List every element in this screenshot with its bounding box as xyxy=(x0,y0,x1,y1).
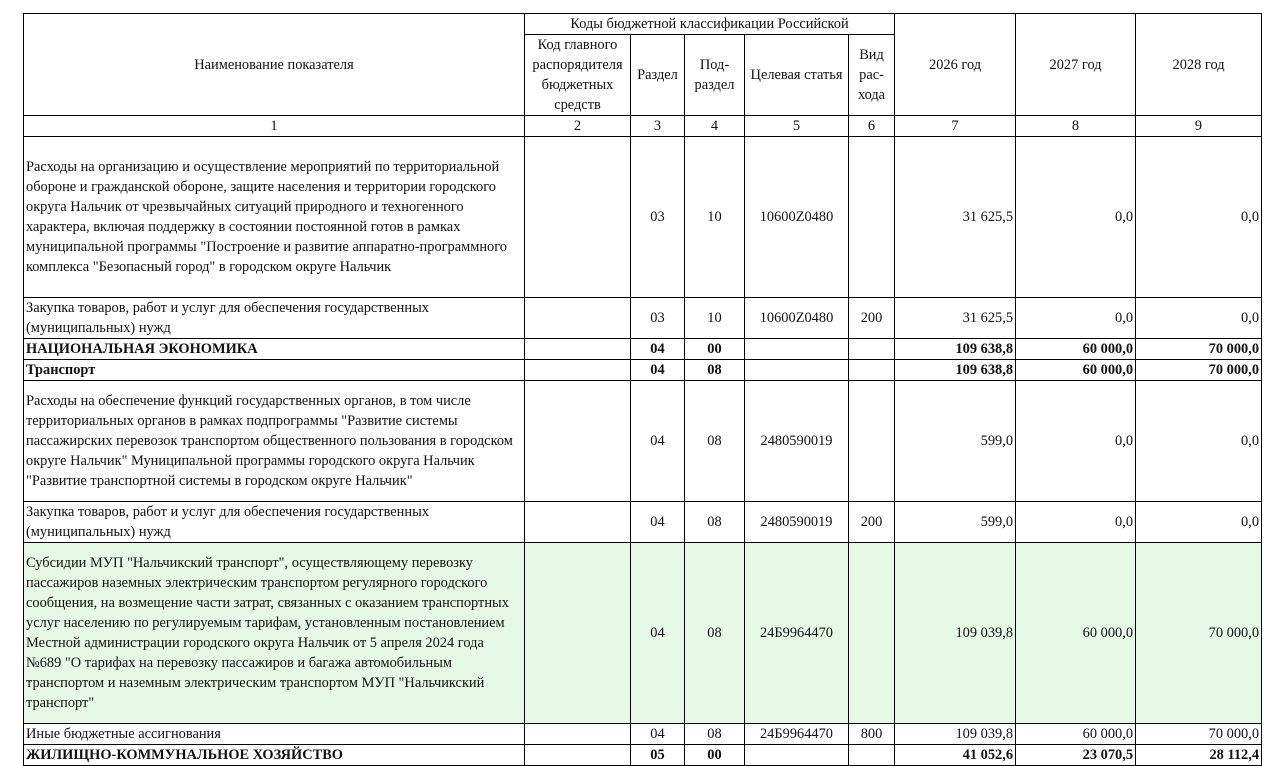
col-number: 1 xyxy=(24,116,525,137)
row-grbs xyxy=(525,745,631,766)
row-name: Расходы на организацию и осуществление мероприятий по территориальной обороне и гражданской обороне, защите населения и территории городского округа Нальчик от чрезвычайных ситуаций природного и техногенного характера, включая поддержку в состоянии постоянной готов в рамках муниципальной программы "Построение и развитие аппаратно-программного комплекса "Безопасный город" в городском округе Нальчик xyxy=(24,137,525,298)
row-name: Закупка товаров, работ и услуг для обеспечения государственных (муниципальных) нужд xyxy=(24,502,525,543)
row-podrazdel: 08 xyxy=(685,724,745,745)
row-razdel: 04 xyxy=(631,543,685,724)
row-podrazdel: 10 xyxy=(685,137,745,298)
header-expense-type: Вид рас-хода xyxy=(849,35,895,116)
row-expense-type: 800 xyxy=(849,724,895,745)
row-2028: 0,0 xyxy=(1136,502,1262,543)
row-expense-type xyxy=(849,745,895,766)
header-podrazdel: Под-раздел xyxy=(685,35,745,116)
row-2026: 109 638,8 xyxy=(895,339,1016,360)
table-row xyxy=(24,724,1262,745)
row-grbs xyxy=(525,381,631,502)
row-2028: 0,0 xyxy=(1136,298,1262,339)
row-razdel: 04 xyxy=(631,724,685,745)
row-name: НАЦИОНАЛЬНАЯ ЭКОНОМИКА xyxy=(24,339,525,360)
row-name: Закупка товаров, работ и услуг для обеспечения государственных (муниципальных) нужд xyxy=(24,298,525,339)
budget-table xyxy=(23,13,1262,766)
row-target-article: 24Б9964470 xyxy=(745,724,849,745)
row-podrazdel: 10 xyxy=(685,298,745,339)
row-2028: 70 000,0 xyxy=(1136,339,1262,360)
row-target-article xyxy=(745,339,849,360)
row-target-article xyxy=(745,745,849,766)
row-2026: 599,0 xyxy=(895,381,1016,502)
row-2028: 0,0 xyxy=(1136,381,1262,502)
row-target-article: 10600Z0480 xyxy=(745,298,849,339)
row-podrazdel: 08 xyxy=(685,502,745,543)
col-number: 9 xyxy=(1136,116,1262,137)
header-target-article: Целевая статья xyxy=(745,35,849,116)
row-name: Иные бюджетные ассигнования xyxy=(24,724,525,745)
row-name: Расходы на обеспечение функций государственных органов, в том числе территориальных органов в рамках подпрограммы "Развитие системы пассажирских перевозок транспортом общественного пользования в городском округе Нальчик" Муниципальной программы городского округа Нальчик "Развитие транспортной системы в городском округе Нальчик" xyxy=(24,381,525,502)
col-number: 6 xyxy=(849,116,895,137)
row-2026: 599,0 xyxy=(895,502,1016,543)
row-podrazdel: 00 xyxy=(685,339,745,360)
row-2027: 0,0 xyxy=(1016,381,1136,502)
row-razdel: 03 xyxy=(631,298,685,339)
row-2027: 0,0 xyxy=(1016,298,1136,339)
row-name: Транспорт xyxy=(24,360,525,381)
header-grbs: Код главного распорядителя бюджетных средств xyxy=(525,35,631,116)
row-name: Субсидии МУП "Нальчикский транспорт", осуществляющему перевозку пассажиров наземных электрическим транспортом регулярного городского сообщения, на возмещение части затрат, связанных с оказанием транспортных услуг населению по регулируемым тарифам, установленным постановлением Местной администрации городского округа Нальчик от 5 апреля 2024 года №689 "О тарифах на перевозку пассажиров и багажа автомобильным транспортом и наземным электрическим транспортом МУП "Нальчикский транспорт" xyxy=(24,543,525,724)
header-2026: 2026 год xyxy=(895,14,1016,116)
row-target-article: 24Б9964470 xyxy=(745,543,849,724)
row-2026: 31 625,5 xyxy=(895,298,1016,339)
row-2028: 70 000,0 xyxy=(1136,543,1262,724)
row-2028: 70 000,0 xyxy=(1136,724,1262,745)
row-expense-type xyxy=(849,339,895,360)
row-target-article: 2480590019 xyxy=(745,502,849,543)
header-2027: 2027 год xyxy=(1016,14,1136,116)
row-2028: 0,0 xyxy=(1136,137,1262,298)
row-expense-type xyxy=(849,381,895,502)
col-number: 3 xyxy=(631,116,685,137)
col-number: 2 xyxy=(525,116,631,137)
row-grbs xyxy=(525,360,631,381)
row-expense-type xyxy=(849,137,895,298)
row-2028: 28 112,4 xyxy=(1136,745,1262,766)
col-number: 8 xyxy=(1016,116,1136,137)
row-2027: 23 070,5 xyxy=(1016,745,1136,766)
row-2027: 60 000,0 xyxy=(1016,543,1136,724)
row-2026: 31 625,5 xyxy=(895,137,1016,298)
table-row xyxy=(24,745,1262,766)
row-grbs xyxy=(525,502,631,543)
table-row xyxy=(24,298,1262,339)
row-expense-type xyxy=(849,543,895,724)
table-row xyxy=(24,381,1262,502)
row-2027: 60 000,0 xyxy=(1016,360,1136,381)
row-2027: 0,0 xyxy=(1016,502,1136,543)
row-2026: 109 638,8 xyxy=(895,360,1016,381)
row-target-article: 2480590019 xyxy=(745,381,849,502)
row-2027: 60 000,0 xyxy=(1016,724,1136,745)
row-2027: 60 000,0 xyxy=(1016,339,1136,360)
row-podrazdel: 08 xyxy=(685,360,745,381)
row-grbs xyxy=(525,137,631,298)
row-2027: 0,0 xyxy=(1016,137,1136,298)
row-podrazdel: 00 xyxy=(685,745,745,766)
col-number: 4 xyxy=(685,116,745,137)
row-razdel: 04 xyxy=(631,381,685,502)
row-target-article xyxy=(745,360,849,381)
row-expense-type: 200 xyxy=(849,502,895,543)
row-razdel: 04 xyxy=(631,360,685,381)
row-podrazdel: 08 xyxy=(685,543,745,724)
row-target-article: 10600Z0480 xyxy=(745,137,849,298)
row-razdel: 05 xyxy=(631,745,685,766)
table-row xyxy=(24,360,1262,381)
row-razdel: 04 xyxy=(631,502,685,543)
row-grbs xyxy=(525,543,631,724)
header-2028: 2028 год xyxy=(1136,14,1262,116)
col-number: 5 xyxy=(745,116,849,137)
row-razdel: 04 xyxy=(631,339,685,360)
row-grbs xyxy=(525,298,631,339)
table-row xyxy=(24,502,1262,543)
column-number-row xyxy=(24,116,1262,137)
header-razdel: Раздел xyxy=(631,35,685,116)
table-row xyxy=(24,137,1262,298)
row-podrazdel: 08 xyxy=(685,381,745,502)
row-grbs xyxy=(525,724,631,745)
header-classification-group: Коды бюджетной классификации Российской xyxy=(525,14,895,35)
row-expense-type: 200 xyxy=(849,298,895,339)
col-number: 7 xyxy=(895,116,1016,137)
row-name: ЖИЛИЩНО-КОММУНАЛЬНОЕ ХОЗЯЙСТВО xyxy=(24,745,525,766)
table-row-highlighted xyxy=(24,543,1262,724)
header-name: Наименование показателя xyxy=(24,14,525,116)
row-2028: 70 000,0 xyxy=(1136,360,1262,381)
row-2026: 41 052,6 xyxy=(895,745,1016,766)
table-row xyxy=(24,339,1262,360)
row-expense-type xyxy=(849,360,895,381)
row-grbs xyxy=(525,339,631,360)
row-2026: 109 039,8 xyxy=(895,543,1016,724)
row-razdel: 03 xyxy=(631,137,685,298)
row-2026: 109 039,8 xyxy=(895,724,1016,745)
